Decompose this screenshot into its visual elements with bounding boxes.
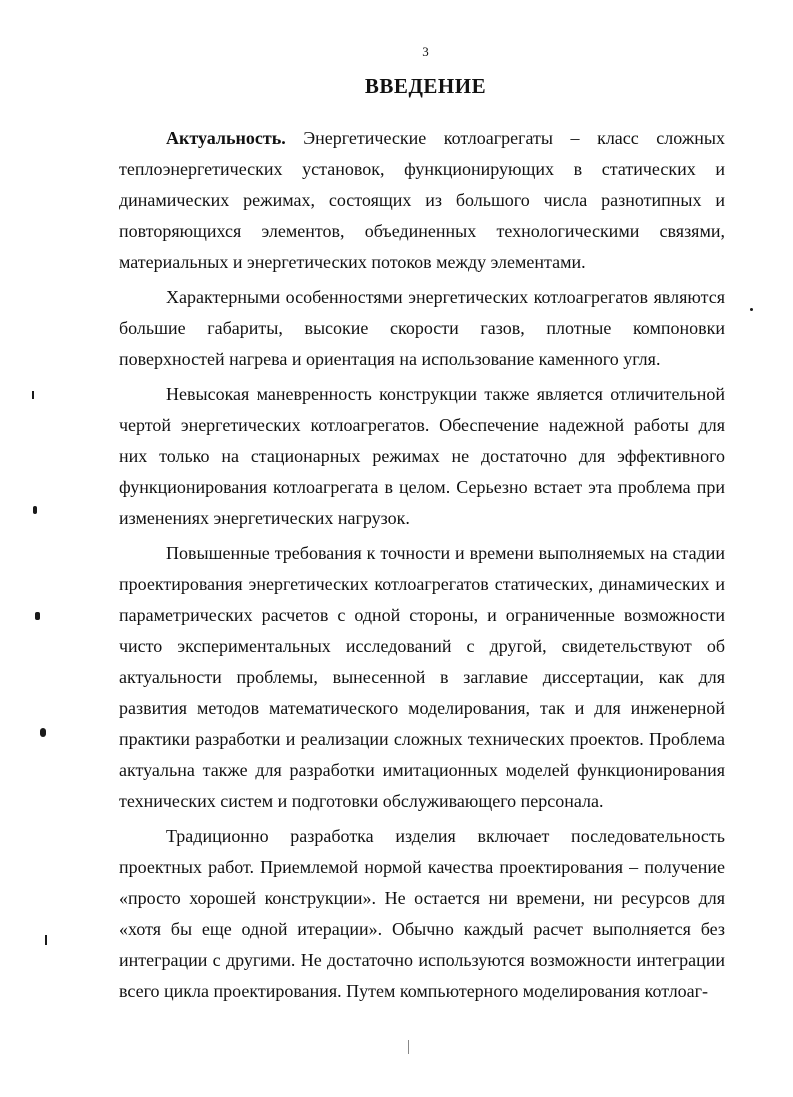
scan-mark	[32, 391, 34, 399]
scan-mark	[408, 1040, 409, 1054]
paragraph-text: Характерными особенностями энергетических котлоагрегатов являются большие габариты, высокие скорости газов, плотные компоновки поверхностей нагрева и ориентация на использование каменного угля.	[119, 287, 725, 369]
scan-mark	[33, 506, 37, 514]
scan-mark	[40, 728, 46, 737]
page-title: ВВЕДЕНИЕ	[364, 74, 487, 98]
paragraph-lead: Актуальность.	[166, 128, 286, 148]
paragraph-text: Повышенные требования к точности и времени выполняемых на стадии проектирования энергетических котлоагрегатов статических, динамических и параметрических расчетов с одной стороны, и ограниченные возможности чисто экспериментальных исследований с другой, свидетельствуют об актуальности проблемы, вынесенной в заглавие диссертации, как для развития методов математического моделирования, так и для инженерной практики разработки и реализации сложных технических проектов. Проблема актуальна также для разработки имитационных моделей функционирования технических систем и подготовки обслуживающего персонала.	[119, 543, 725, 811]
paragraph-text: Невысокая маневренность конструкции также является отличительной чертой энергетических котлоагрегатов. Обеспечение надежной работы для них только на стационарных режимах не достаточно для эффективного функционирования котлоагрегата в целом. Серьезно встает эта проблема при изменениях энергетических нагрузок.	[119, 384, 725, 528]
paragraph-traditional-design	[119, 821, 725, 1007]
page-number: 3	[422, 44, 429, 59]
scan-mark	[750, 308, 753, 311]
paragraph-features	[119, 282, 725, 375]
paragraph-text: Традиционно разработка изделия включает последовательность проектных работ. Приемлемой нормой качества проектирования – получение «просто хорошей конструкции». Не остается ни времени, ни ресурсов для «хотя бы еще одной итерации». Обычно каждый расчет выполняется без интеграции с другими. Не достаточно используются возможности интеграции всего цикла проектирования. Путем компьютерного моделирования котлоаг-	[119, 826, 725, 1001]
paragraph-maneuverability	[119, 379, 725, 534]
paragraph-requirements	[119, 538, 725, 817]
scan-mark	[35, 612, 40, 620]
paragraph-text: Энергетические котлоагрегаты – класс сложных теплоэнергетических установок, функционирующих в статических и динамических режимах, состоящих из большого числа разнотипных и повторяющихся элементов, объединенных технологическими связями, материальных и энергетических потоков между элементами.	[119, 128, 725, 272]
body-text	[119, 123, 725, 1007]
paragraph-relevance	[119, 123, 725, 278]
scan-mark	[45, 935, 47, 945]
